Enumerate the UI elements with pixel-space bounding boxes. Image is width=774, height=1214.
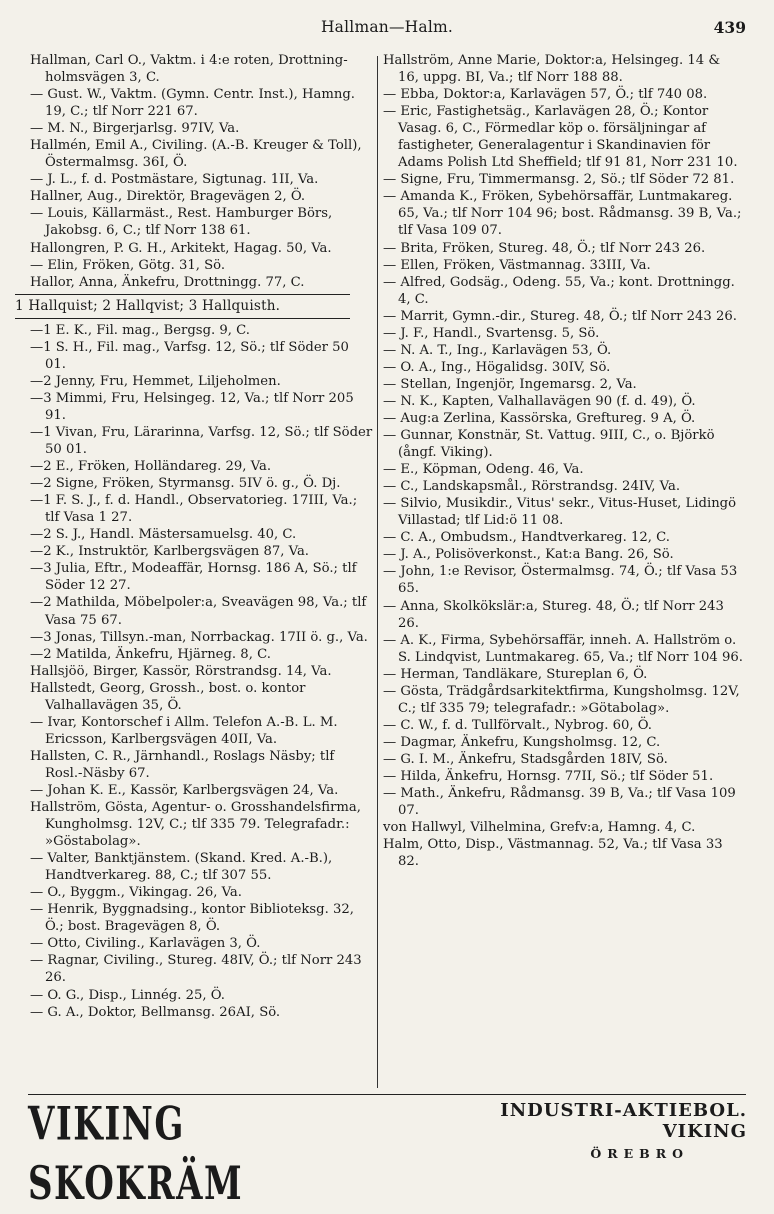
directory-entry: Hallmén, Emil A., Civiling. (A.-B. Kreuger & Toll), Östermalmsg. 36I, Ö. bbox=[30, 138, 362, 171]
directory-entry: —2 Matilda, Änkefru, Hjärneg. 8, C. bbox=[30, 646, 271, 662]
directory-entry: — Alfred, Godsäg., Odeng. 55, Va.; kont. Drottningg. 4, C. bbox=[383, 274, 735, 307]
directory-entry: — Louis, Källarmäst., Rest. Hamburger Börs, Jakobsg. 6, C.; tlf Norr 138 61. bbox=[30, 206, 333, 239]
directory-entry: Hallsjöö, Birger, Kassör, Rörstrandsg. 14, Va. bbox=[30, 663, 332, 679]
advertisement-company: INDUSTRI-AKTIEBOL. VIKING bbox=[500, 1100, 747, 1142]
directory-entry: — Johan K. E., Kassör, Karlbergsvägen 24, Va. bbox=[30, 782, 339, 798]
directory-entry: — O., Byggm., Vikingag. 26, Va. bbox=[30, 885, 242, 901]
directory-entry: — Valter, Banktjänstem. (Skand. Kred. A.-B.), Handtverkareg. 88, C.; tlf 307 55. bbox=[30, 851, 333, 884]
advertisement-company-block bbox=[412, 1100, 747, 1161]
directory-entry: — Gust. W., Vaktm. (Gymn. Centr. Inst.), Hamng. 19, C.; tlf Norr 221 67. bbox=[30, 87, 355, 120]
directory-entry: Hallstedt, Georg, Grossh., bost. o. kontor Valhallavägen 35, Ö. bbox=[30, 680, 306, 713]
directory-entry: — J. A., Polisöverkonst., Kat:a Bang. 26, Sö. bbox=[383, 547, 674, 563]
directory-entry: —2 S. J., Handl. Mästersamuelsg. 40, C. bbox=[30, 527, 297, 543]
directory-entry: — G. I. M., Änkefru, Stadsgården 18IV, Sö. bbox=[383, 751, 668, 767]
directory-entry: — Ebba, Doktor:a, Karlavägen 57, Ö.; tlf 740 08. bbox=[383, 87, 708, 103]
column-divider bbox=[377, 56, 378, 1088]
directory-entry: —3 Jonas, Tillsyn.-man, Norrbackag. 17II ö. g., Va. bbox=[30, 629, 368, 645]
directory-entry: — Henrik, Byggnadsing., kontor Biblioteksg. 32, Ö.; bost. Bragevägen 8, Ö. bbox=[30, 902, 354, 935]
directory-entry: Halm, Otto, Disp., Västmannag. 52, Va.; tlf Vasa 33 82. bbox=[383, 837, 723, 870]
page-header bbox=[28, 18, 746, 40]
directory-entry: — Otto, Civiling., Karlavägen 3, Ö. bbox=[30, 936, 261, 952]
directory-entry: —1 Vivan, Fru, Lärarinna, Varfsg. 12, Sö.; tlf Söder 50 01. bbox=[30, 424, 373, 458]
directory-entry: —3 Mimmi, Fru, Helsingeg. 12, Va.; tlf Norr 205 91. bbox=[30, 390, 354, 423]
directory-entry: —2 Signe, Fröken, Styrmansg. 5IV ö. g., Ö. Dj. bbox=[30, 476, 341, 492]
directory-entry: — M. N., Birgerjarlsg. 97IV, Va. bbox=[30, 121, 240, 137]
directory-entry: — Silvio, Musikdir., Vitus' sekr., Vitus-Huset, Lidingö Villastad; tlf Lid:ö 11 08. bbox=[383, 496, 737, 529]
directory-entry: —1 F. S. J., f. d. Handl., Observatorieg. 17III, Va.; tlf Vasa 1 27. bbox=[30, 493, 358, 526]
directory-entry: — Dagmar, Änkefru, Kungsholmsg. 12, C. bbox=[383, 734, 661, 750]
directory-entry: — O. G., Disp., Linnég. 25, Ö. bbox=[30, 987, 226, 1003]
directory-entry: — Ivar, Kontorschef i Allm. Telefon A.-B. L. M. Ericsson, Karlbergsvägen 40II, Va. bbox=[30, 714, 338, 747]
directory-entry: — C. W., f. d. Tullförvalt., Nybrog. 60, Ö. bbox=[383, 717, 652, 733]
directory-entry: — C. A., Ombudsm., Handtverkareg. 12, C. bbox=[383, 530, 670, 546]
directory-entry: — Aug:a Zerlina, Kassörska, Greftureg. 9 A, Ö. bbox=[383, 410, 696, 426]
directory-entry: — A. K., Firma, Sybehörsaffär, inneh. A. Hallström o. S. Lindqvist, Luntmakareg. 65, Va.; tlf Norr 104 96. bbox=[383, 632, 743, 665]
directory-entry: — Eric, Fastighetsäg., Karlavägen 28, Ö.; Kontor Vasag. 6, C., Förmedlar köp o. försäljningar af fastigheter, Generalagentur i Skandinavien för Adams Polish Ltd Sheffield; tlf 91 81, Norr 231 10. bbox=[383, 104, 738, 171]
advertisement-city: ÖREBRO bbox=[590, 1146, 689, 1161]
directory-entry: Hallor, Anna, Änkefru, Drottningg. 77, C. bbox=[30, 274, 305, 290]
directory-entry: —3 Julia, Eftr., Modeaffär, Hornsg. 186 A, Sö.; tlf Söder 12 27. bbox=[30, 561, 357, 594]
right-entries bbox=[383, 52, 745, 870]
directory-entry: Hallman, Carl O., Vaktm. i 4:e roten, Drottning-holmsvägen 3, C. bbox=[30, 53, 348, 86]
directory-entry: —2 K., Instruktör, Karlbergsvägen 87, Va. bbox=[30, 544, 310, 560]
page-number: 439 bbox=[713, 18, 746, 37]
left-entries-b bbox=[30, 322, 373, 1021]
directory-entry: — Amanda K., Fröken, Sybehörsaffär, Luntmakareg. 65, Va.; tlf Norr 104 96; bost. Rådmansg. 39 B, Va.; tlf Vasa 109 07. bbox=[383, 189, 742, 239]
section-rule bbox=[15, 294, 350, 295]
directory-entry: von Hallwyl, Vilhelmina, Grefv:a, Hamng. 4, C. bbox=[383, 820, 696, 836]
directory-entry: Hallström, Anne Marie, Doktor:a, Helsingeg. 14 & 16, uppg. BI, Va.; tlf Norr 188 88. bbox=[383, 53, 721, 86]
directory-entry: — John, 1:e Revisor, Östermalmsg. 74, Ö.; tlf Vasa 53 65. bbox=[383, 564, 738, 597]
directory-entry: — N. A. T., Ing., Karlavägen 53, Ö. bbox=[383, 342, 612, 358]
directory-entry: — Elin, Fröken, Götg. 31, Sö. bbox=[30, 257, 226, 273]
directory-entry: Hallsten, C. R., Järnhandl., Roslags Näsby; tlf Rosl.-Näsby 67. bbox=[30, 748, 335, 781]
directory-entry: — N. K., Kapten, Valhallavägen 90 (f. d. 49), Ö. bbox=[383, 393, 696, 409]
left-entries-a bbox=[30, 52, 373, 291]
directory-entry: — C., Landskapsmål., Rörstrandsg. 24IV, Va. bbox=[383, 479, 681, 495]
directory-entry: — J. F., Handl., Svartensg. 5, Sö. bbox=[383, 325, 600, 341]
left-column bbox=[15, 52, 373, 1021]
directory-entry: — Marrit, Gymn.-dir., Stureg. 48, Ö.; tlf Norr 243 26. bbox=[383, 308, 737, 324]
directory-entry: —2 E., Fröken, Holländareg. 29, Va. bbox=[30, 459, 272, 475]
directory-entry: Hallongren, P. G. H., Arkitekt, Hagag. 50, Va. bbox=[30, 240, 332, 256]
directory-entry: Hallström, Gösta, Agentur- o. Grosshandelsfirma, Kungholmsg. 12V, C.; tlf 335 79. Telegrafadr.: »Göstabolag». bbox=[30, 800, 361, 850]
directory-entry: — Signe, Fru, Timmermansg. 2, Sö.; tlf Söder 72 81. bbox=[383, 172, 735, 188]
directory-entry: — Ragnar, Civiling., Stureg. 48IV, Ö.; tlf Norr 243 26. bbox=[30, 953, 362, 986]
directory-entry: — O. A., Ing., Högalidsg. 30IV, Sö. bbox=[383, 359, 611, 375]
right-column bbox=[383, 52, 745, 870]
directory-entry: — Anna, Skolkökslär:a, Stureg. 48, Ö.; tlf Norr 243 26. bbox=[383, 598, 724, 631]
directory-entry: — J. L., f. d. Postmästare, Sigtunag. 1II, Va. bbox=[30, 172, 319, 188]
directory-entry: —2 Mathilda, Möbelpoler:a, Sveavägen 98, Va.; tlf Vasa 75 67. bbox=[30, 595, 367, 628]
section-heading: 1 Hallquist; 2 Hallqvist; 3 Hallquisth. bbox=[15, 297, 281, 314]
directory-entry: Hallner, Aug., Direktör, Bragevägen 2, Ö. bbox=[30, 189, 306, 205]
running-title: Hallman—Halm. bbox=[320, 18, 454, 36]
directory-entry: —1 E. K., Fil. mag., Bergsg. 9, C. bbox=[30, 322, 250, 338]
directory-entry: — Hilda, Änkefru, Hornsg. 77II, Sö.; tlf Söder 51. bbox=[383, 768, 714, 784]
directory-entry: — Brita, Fröken, Stureg. 48, Ö.; tlf Norr 243 26. bbox=[383, 240, 706, 256]
directory-entry: — G. A., Doktor, Bellmansg. 26AI, Sö. bbox=[30, 1004, 281, 1020]
directory-entry: — Gunnar, Konstnär, St. Vattug. 9III, C., o. Björkö (ångf. Viking). bbox=[383, 428, 715, 461]
directory-entry: — Gösta, Trädgårdsarkitektfirma, Kungsholmsg. 12V, C.; tlf 335 79; telegrafadr.: »Götabolag». bbox=[383, 683, 740, 716]
directory-entry: —1 S. H., Fil. mag., Varfsg. 12, Sö.; tlf Söder 50 01. bbox=[30, 339, 349, 372]
directory-entry: — Ellen, Fröken, Västmannag. 33III, Va. bbox=[383, 257, 651, 273]
directory-entry: — Herman, Tandläkare, Stureplan 6, Ö. bbox=[383, 666, 648, 682]
section-rule bbox=[15, 318, 350, 319]
directory-entry: —2 Jenny, Fru, Hemmet, Liljeholmen. bbox=[30, 373, 281, 389]
directory-entry: — Math., Änkefru, Rådmansg. 39 B, Va.; tlf Vasa 109 07. bbox=[383, 786, 736, 819]
directory-entry: — Stellan, Ingenjör, Ingemarsg. 2, Va. bbox=[383, 376, 637, 392]
directory-entry: — E., Köpman, Odeng. 46, Va. bbox=[383, 462, 584, 478]
advertisement-slogan: VIKING SKOKRÄM bbox=[28, 1097, 244, 1212]
